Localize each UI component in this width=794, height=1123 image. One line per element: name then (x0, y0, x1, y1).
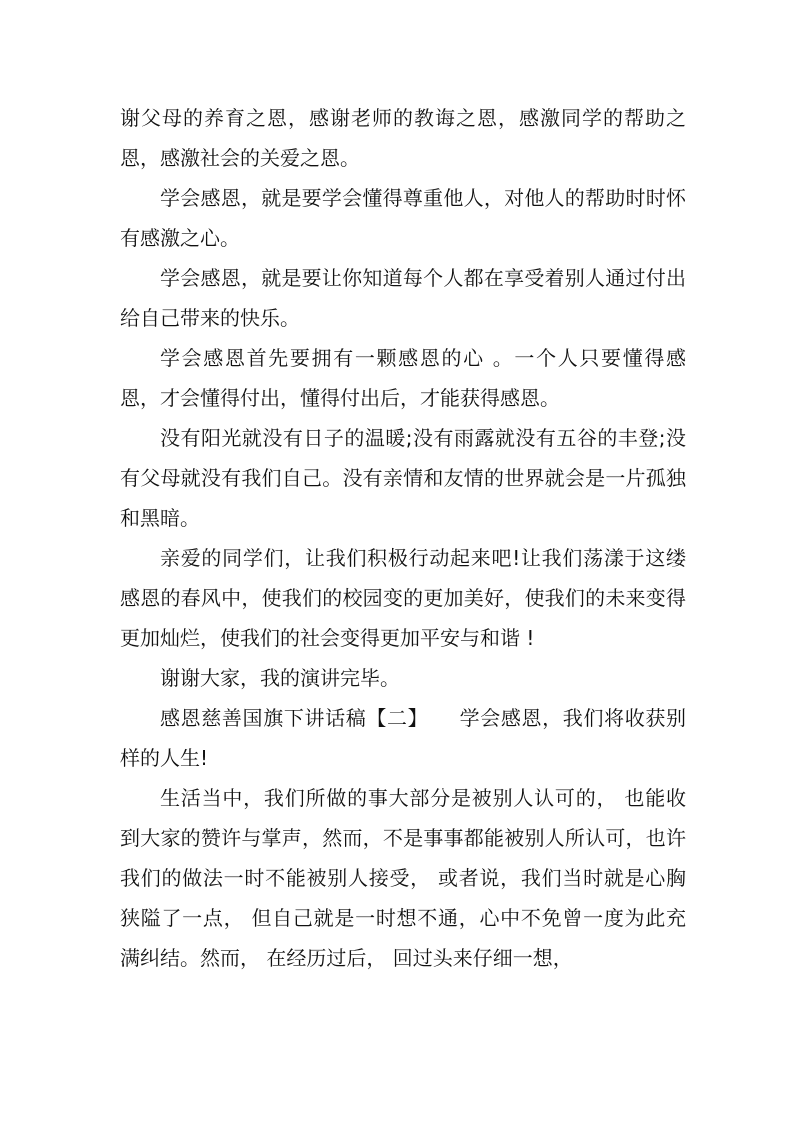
paragraph-2: 学会感恩，就是要学会懂得尊重他人，对他人的帮助时时怀有感激之心。 (120, 186, 686, 250)
paragraph-7: 谢谢大家，我的演讲完毕。 (160, 666, 400, 690)
paragraph-3: 学会感恩，就是要让你知道每个人都在享受着别人通过付出给自己带来的快乐。 (120, 266, 686, 330)
paragraph-4: 学会感恩首先要拥有一颗感恩的心 。一个人只要懂得感恩，才会懂得付出，懂得付出后，才能获得感恩。 (120, 346, 686, 410)
paragraph-1: 谢父母的养育之恩，感谢老师的教诲之恩，感激同学的帮助之恩，感激社会的关爱之恩。 (120, 106, 686, 170)
paragraph-9: 生活当中，我们所做的事大部分是被别人认可的， 也能收到大家的赞许与掌声，然而，不是事事都能被别人所认可，也许我们的做法一时不能被别人接受， 或者说，我们当时就是心胸狭隘了一点， 但自己就是一时想不通，心中不免曾一度为此充满纠结。然而， 在经历过后， 回过头来仔细一想， (120, 786, 686, 970)
paragraph-5: 没有阳光就没有日子的温暖;没有雨露就没有五谷的丰登;没有父母就没有我们自己。没有亲情和友情的世界就会是一片孤独和黑暗。 (120, 426, 686, 530)
section-heading-paragraph: 感恩慈善国旗下讲话稿【二】 学会感恩，我们将收获别样的人生! (120, 706, 686, 770)
document-body (120, 98, 686, 978)
paragraph-6: 亲爱的同学们，让我们积极行动起来吧!让我们荡漾于这缕感恩的春风中，使我们的校园变的更加美好，使我们的未来变得更加灿烂，使我们的社会变得更加平安与和谐 ! (120, 546, 686, 650)
